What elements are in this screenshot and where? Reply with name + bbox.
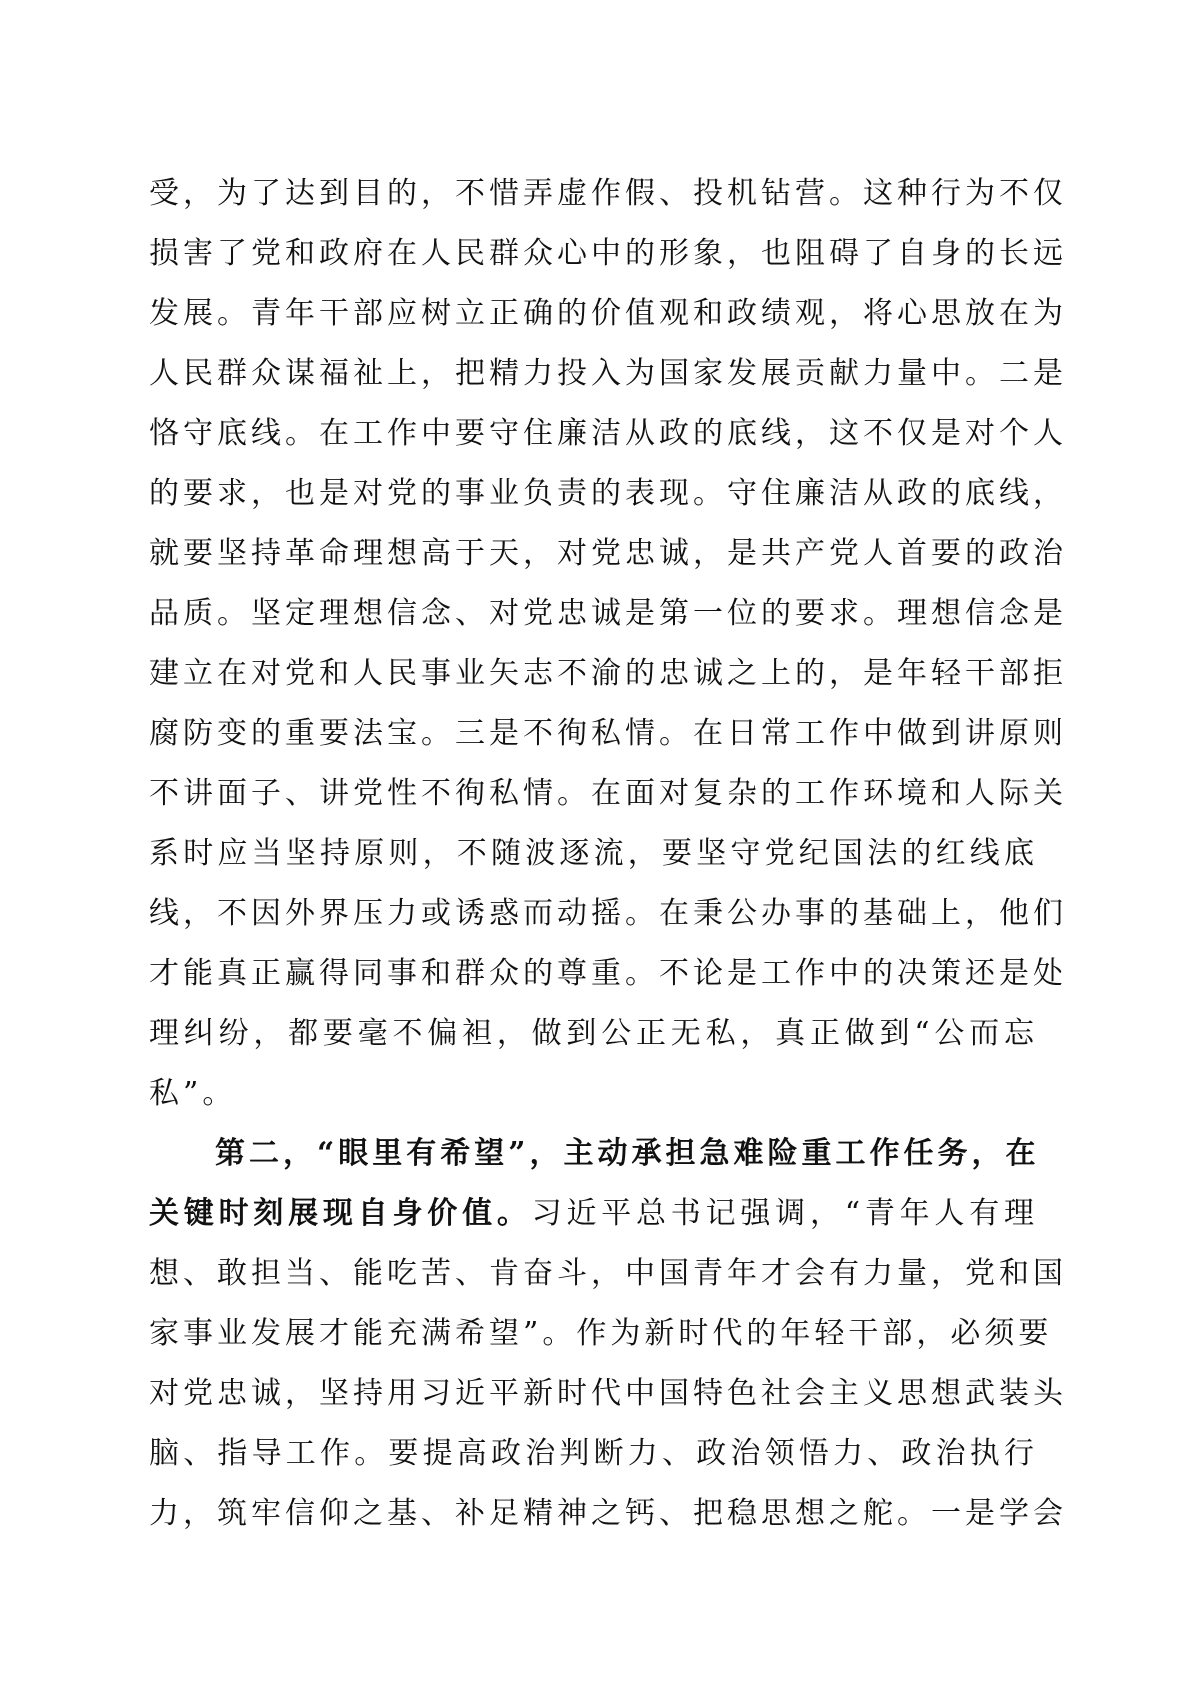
mixed-line (149, 1184, 1038, 1244)
text-line: 系时应当坚持原则，不随波逐流，要坚守党纪国法的红线底 (149, 836, 1038, 871)
text-line: 私”。 (149, 1076, 237, 1111)
text-fragment: 习近平总书记强调，“青年人有理 (531, 1196, 1039, 1231)
text-line: 力，筑牢信仰之基、补足精神之钙、把稳思想之舵。一是学会 (149, 1496, 1067, 1531)
text-line: 的要求，也是对党的事业负责的表现。守住廉洁从政的底线， (149, 476, 1067, 511)
text-line: 想、敢担当、能吃苦、肯奋斗，中国青年才会有力量，党和国 (149, 1256, 1067, 1291)
text-line: 线，不因外界压力或诱惑而动摇。在秉公办事的基础上，他们 (149, 896, 1067, 931)
text-line: 就要坚持革命理想高于天，对党忠诚，是共产党人首要的政治 (149, 536, 1067, 571)
text-line: 人民群众谋福祉上，把精力投入为国家发展贡献力量中。二是 (149, 356, 1067, 391)
text-line: 品质。坚定理想信念、对党忠诚是第一位的要求。理想信念是 (149, 596, 1067, 631)
text-line: 腐防变的重要法宝。三是不徇私情。在日常工作中做到讲原则 (149, 716, 1067, 751)
text-line: 才能真正赢得同事和群众的尊重。不论是工作中的决策还是处 (149, 956, 1067, 991)
text-line: 不讲面子、讲党性不徇私情。在面对复杂的工作环境和人际关 (149, 776, 1067, 811)
text-line: 脑、指导工作。要提高政治判断力、政治领悟力、政治执行 (149, 1436, 1038, 1471)
text-line: 受，为了达到目的，不惜弄虚作假、投机钻营。这种行为不仅 (149, 176, 1067, 211)
section-heading-line: 第二，“眼里有希望”，主动承担急难险重工作任务，在 (215, 1136, 1040, 1171)
text-line: 对党忠诚，坚持用习近平新时代中国特色社会主义思想武装头 (149, 1376, 1067, 1411)
text-line: 恪守底线。在工作中要守住廉洁从政的底线，这不仅是对个人 (149, 416, 1067, 451)
text-line: 家事业发展才能充满希望”。作为新时代的年轻干部，必须要 (149, 1316, 1053, 1351)
section-heading-end: 关键时刻展现自身价值。 (149, 1196, 532, 1231)
text-line: 建立在对党和人民事业矢志不渝的忠诚之上的，是年轻干部拒 (149, 656, 1067, 691)
document-body (149, 164, 1067, 1544)
text-line: 损害了党和政府在人民群众心中的形象，也阻碍了自身的长远 (149, 236, 1067, 271)
text-line: 理纠纷，都要毫不偏袒，做到公正无私，真正做到“公而忘 (149, 1016, 1038, 1051)
text-line: 发展。青年干部应树立正确的价值观和政绩观，将心思放在为 (149, 296, 1067, 331)
